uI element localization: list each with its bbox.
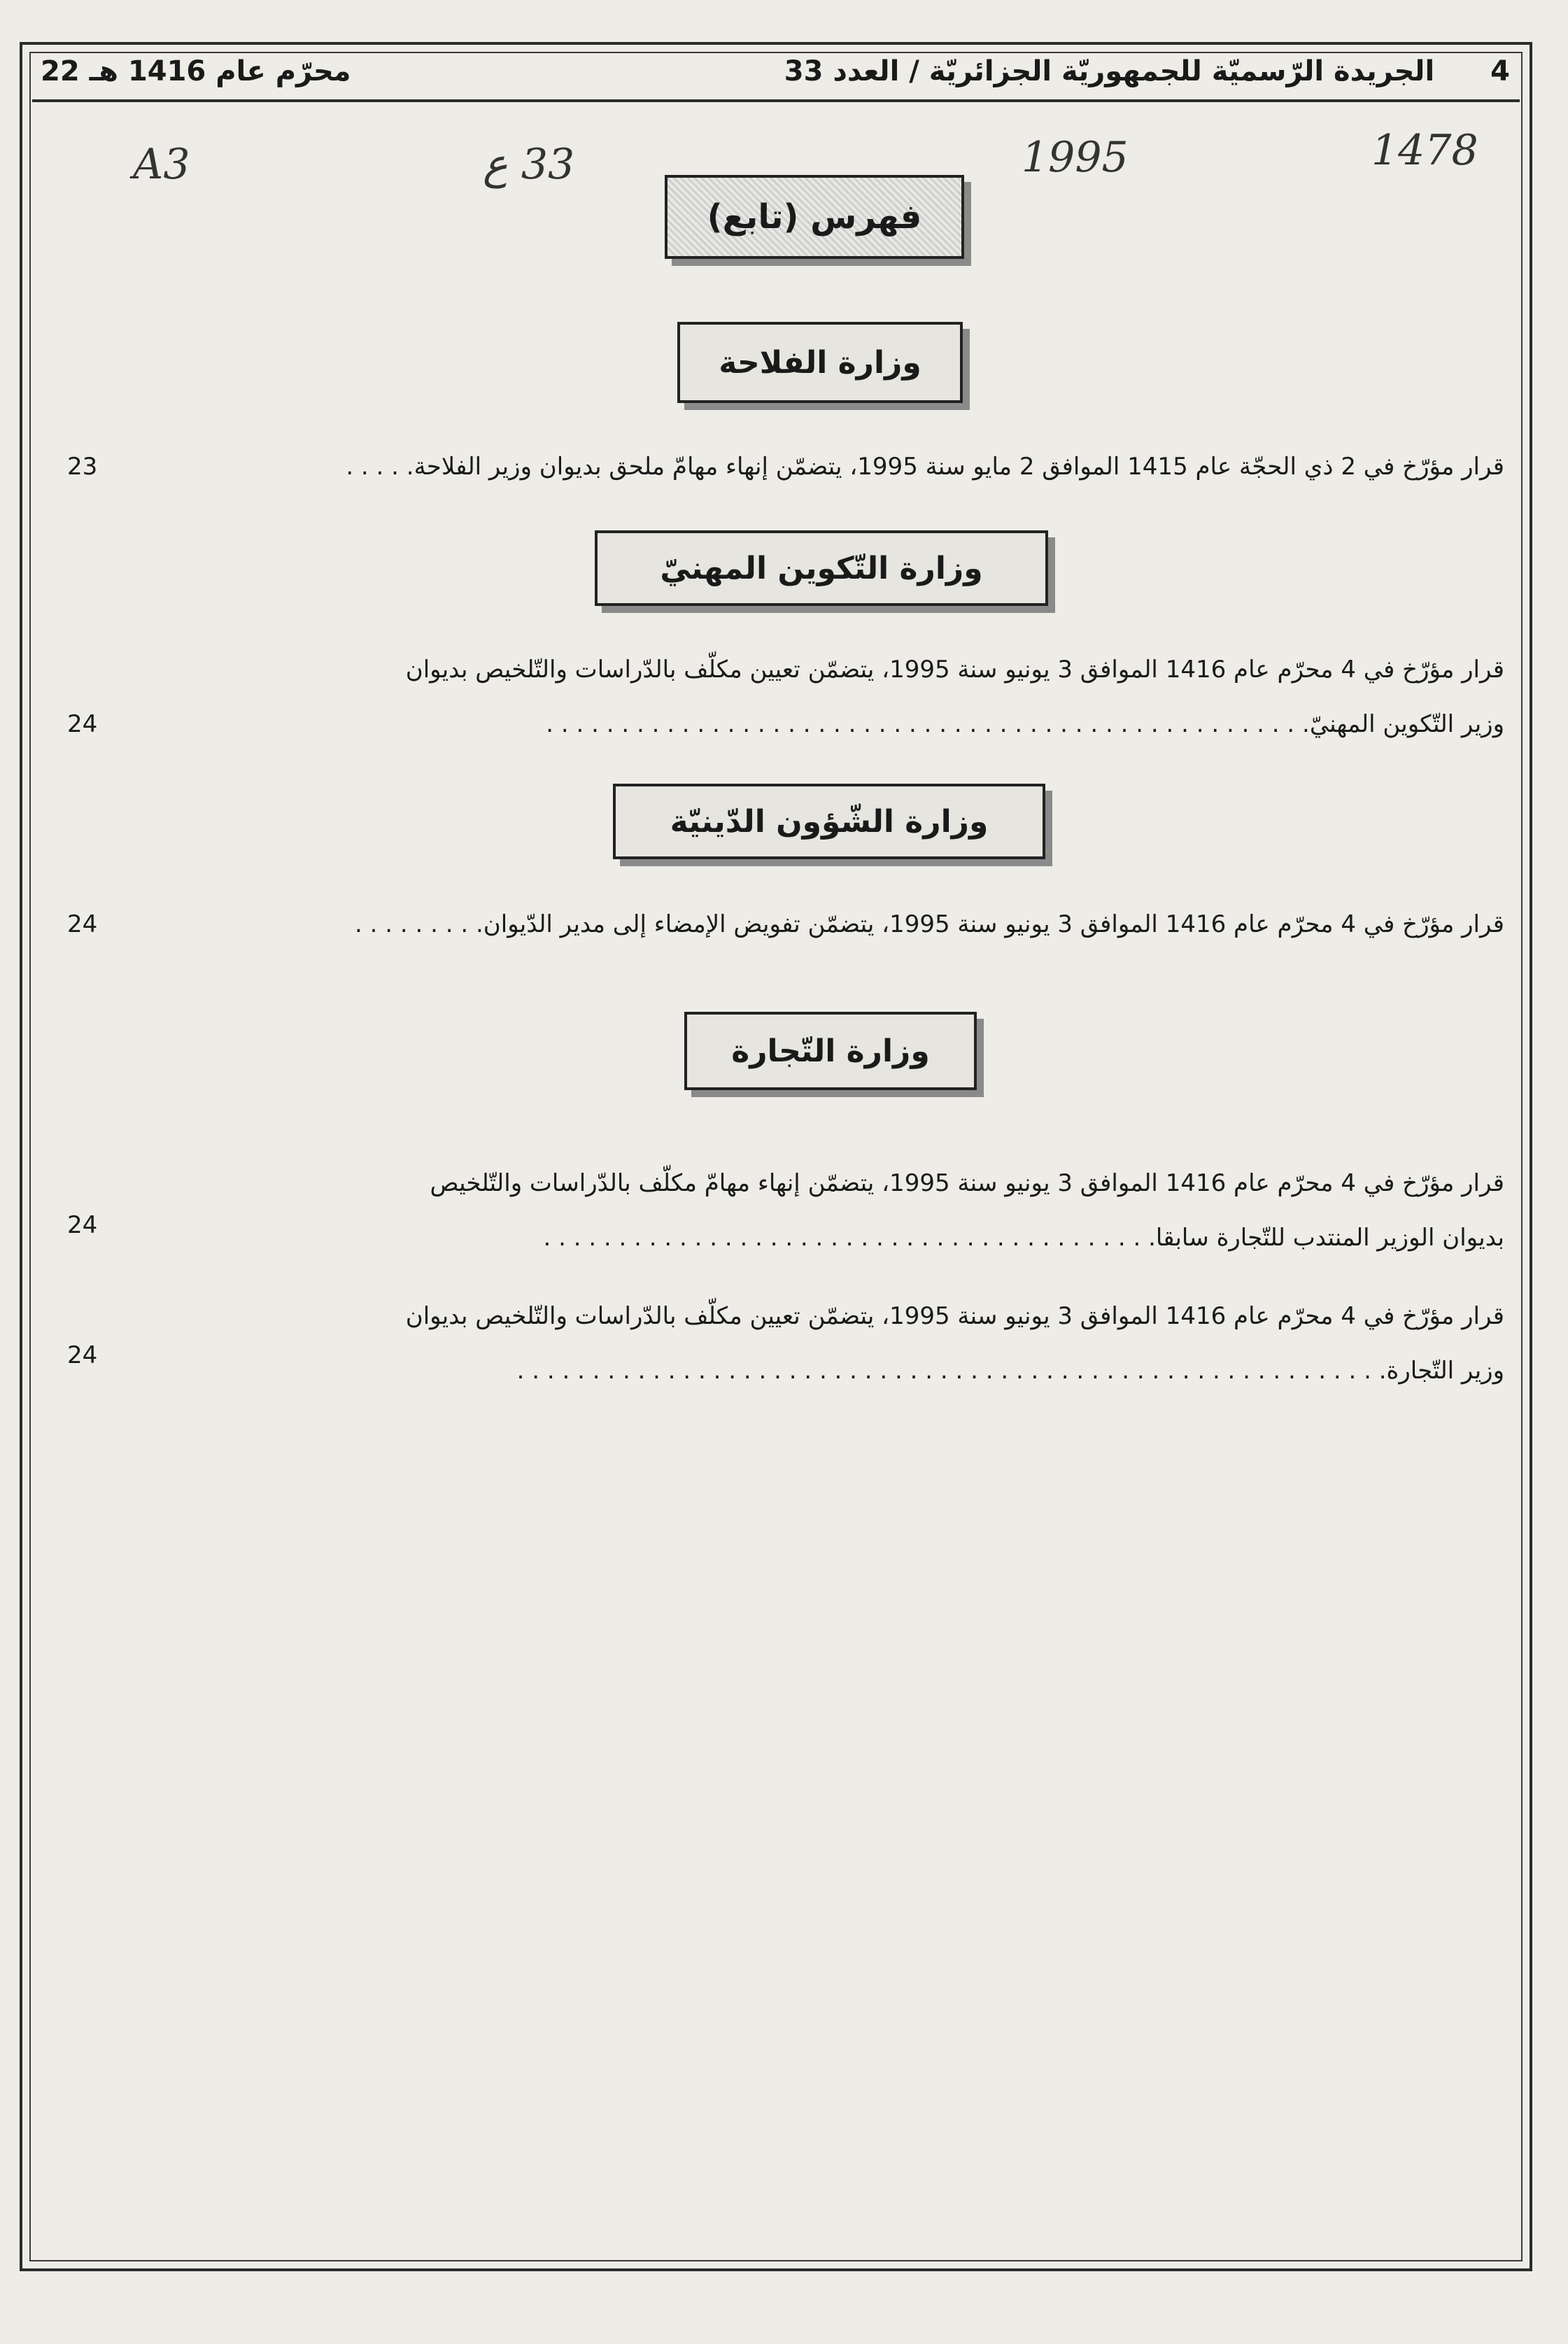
ministry-title: وزارة الشّؤون الدّينيّة (670, 803, 989, 840)
handwritten-code: A3 (133, 140, 190, 189)
header-date: 22 محرّم عام 1416 هـ (41, 55, 351, 87)
entry-line: وزير التّجارة. . . . . . . . . . . . . . . . . . . . . . . . . . . . . . . . . . . . . . . . . . . . . . . . . . . . . . . . . . (516, 1357, 1504, 1385)
entry-line: قرار مؤرّخ في 4 محرّم عام 1416 الموافق 3 يونيو سنة 1995، يتضمّن تعيين مكلّف بالدّراسات والتّلخيص بديوان (405, 1302, 1504, 1330)
running-header (32, 50, 1520, 92)
ministry-title: وزارة الفلاحة (719, 344, 921, 381)
ministry-heading-commerce (684, 1012, 977, 1090)
entry-page-number: 24 (67, 910, 98, 938)
ministry-heading-religious-affairs (613, 784, 1045, 859)
ministry-heading-agriculture (677, 322, 963, 403)
index-entry (140, 897, 1504, 952)
handwritten-issue: 33 ع (483, 140, 575, 189)
index-entry (140, 1156, 1504, 1265)
entry-line: قرار مؤرّخ في 4 محرّم عام 1416 الموافق 3 يونيو سنة 1995، يتضمّن تفويض الإمضاء إلى مدير الدّيوان. . . . . . . . . (355, 910, 1504, 938)
header-title: الجريدة الرّسميّة للجمهوريّة الجزائريّة / العدد 33 (784, 55, 1435, 87)
ministry-title: وزارة التّكوين المهنيّ (660, 550, 983, 586)
index-entry (140, 1289, 1504, 1398)
header-rule (32, 99, 1520, 102)
index-title-box (665, 175, 964, 259)
entry-page-number: 24 (67, 710, 98, 738)
header-page-number: 4 (1490, 55, 1510, 87)
entry-line: بديوان الوزير المنتدب للتّجارة سابقا. . . . . . . . . . . . . . . . . . . . . . . . . . . . . . . . . . . . . . . . . (543, 1224, 1504, 1252)
handwritten-number: 1478 (1371, 126, 1478, 175)
entry-page-number: 24 (67, 1211, 98, 1239)
entry-line: قرار مؤرّخ في 4 محرّم عام 1416 الموافق 3 يونيو سنة 1995، يتضمّن إنهاء مهامّ مكلّف بالدّراسات والتّلخيص (430, 1169, 1504, 1197)
ministry-title: وزارة التّجارة (731, 1033, 930, 1069)
handwritten-year: 1995 (1022, 133, 1129, 182)
index-entry (140, 642, 1504, 751)
ministry-heading-vocational-training (595, 530, 1048, 606)
index-entry (140, 439, 1504, 494)
index-title: فهرس (تابع) (707, 197, 922, 236)
entry-line: قرار مؤرّخ في 2 ذي الحجّة عام 1415 الموافق 2 مايو سنة 1995، يتضمّن إنهاء مهامّ ملحق بديوان وزير الفلاحة. . . . . (346, 453, 1504, 481)
entry-page-number: 23 (67, 453, 98, 481)
entry-line: وزير التّكوين المهنيّ. . . . . . . . . . . . . . . . . . . . . . . . . . . . . . . . . . . . . . . . . . . . . . . . . . . (546, 710, 1504, 738)
entry-line: قرار مؤرّخ في 4 محرّم عام 1416 الموافق 3 يونيو سنة 1995، يتضمّن تعيين مكلّف بالدّراسات والتّلخيص بديوان (405, 656, 1504, 684)
entry-page-number: 24 (67, 1341, 98, 1369)
